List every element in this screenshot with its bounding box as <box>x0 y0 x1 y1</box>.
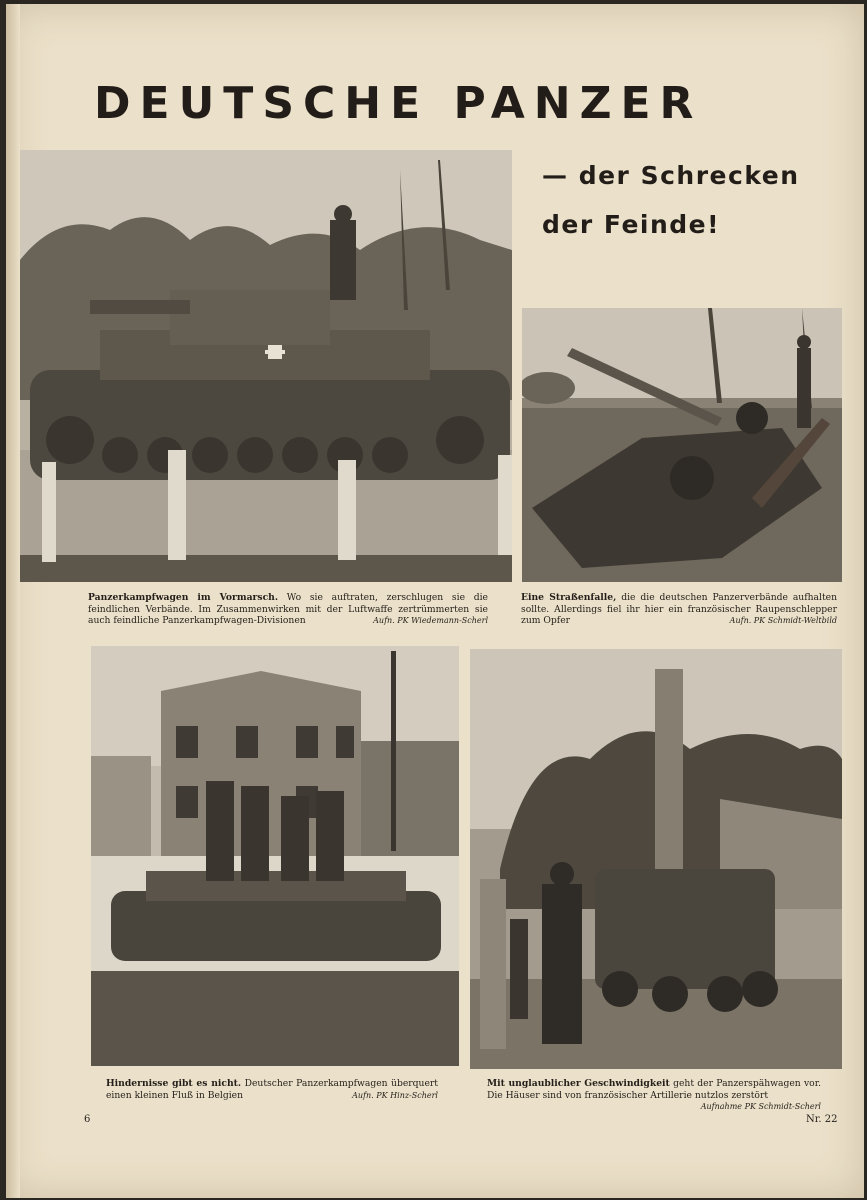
subhead-line-1: — der Schrecken <box>542 161 800 190</box>
page-number: 6 <box>84 1114 91 1125</box>
caption-text: Wo sie auftraten, zerschlugen sie die feindlichen Verbände. Im Zusammenwirken mit der Luftwaffe zertrümmerten sie auch feindliche Panzerkampfwagen-Divisionen <box>88 592 488 626</box>
photo-tank-advance <box>20 150 512 582</box>
caption-bold: Hindernisse gibt es nicht. <box>106 1078 242 1089</box>
caption-text: Deutscher Panzerkampfwagen überquert einen kleinen Fluß in Belgien <box>106 1078 438 1101</box>
caption-text: geht der Panzerspähwagen vor. Die Häuser sind von französischer Artillerie nutzlos zerstört <box>487 1078 822 1101</box>
caption-river-crossing <box>106 1078 438 1101</box>
magazine-page <box>6 4 864 1198</box>
photo-credit: Aufnahme PK Schmidt-Scherl <box>700 1102 821 1111</box>
photo-road-trap <box>522 308 842 582</box>
caption-bold: Eine Straßenfalle, <box>521 592 617 603</box>
caption-bold: Panzerkampfwagen im Vormarsch. <box>88 592 279 603</box>
caption-road-trap <box>521 592 837 627</box>
photo-armored-car <box>470 649 842 1069</box>
photo-credit: Aufn. PK Wiedemann-Scherl <box>373 616 488 625</box>
photo-credit: Aufn. PK Schmidt-Weltbild <box>729 616 837 625</box>
issue-number: Nr. 22 <box>806 1114 838 1125</box>
caption-armored-car <box>487 1078 821 1113</box>
headline: DEUTSCHE PANZER <box>94 78 703 129</box>
photo-river-crossing <box>91 646 459 1066</box>
caption-text: die die deutschen Panzerverbände aufhalten sollte. Allerdings fiel ihr hier ein französischer Raupenschlepper zum Opfer <box>521 592 838 626</box>
caption-tank-advance <box>88 592 488 627</box>
caption-bold: Mit unglaublicher Geschwindigkeit <box>487 1078 670 1089</box>
page-spine-shadow <box>6 4 20 1198</box>
photo-credit: Aufn. PK Hinz-Scherl <box>352 1090 438 1100</box>
subhead-line-2: der Feinde! <box>542 210 721 239</box>
